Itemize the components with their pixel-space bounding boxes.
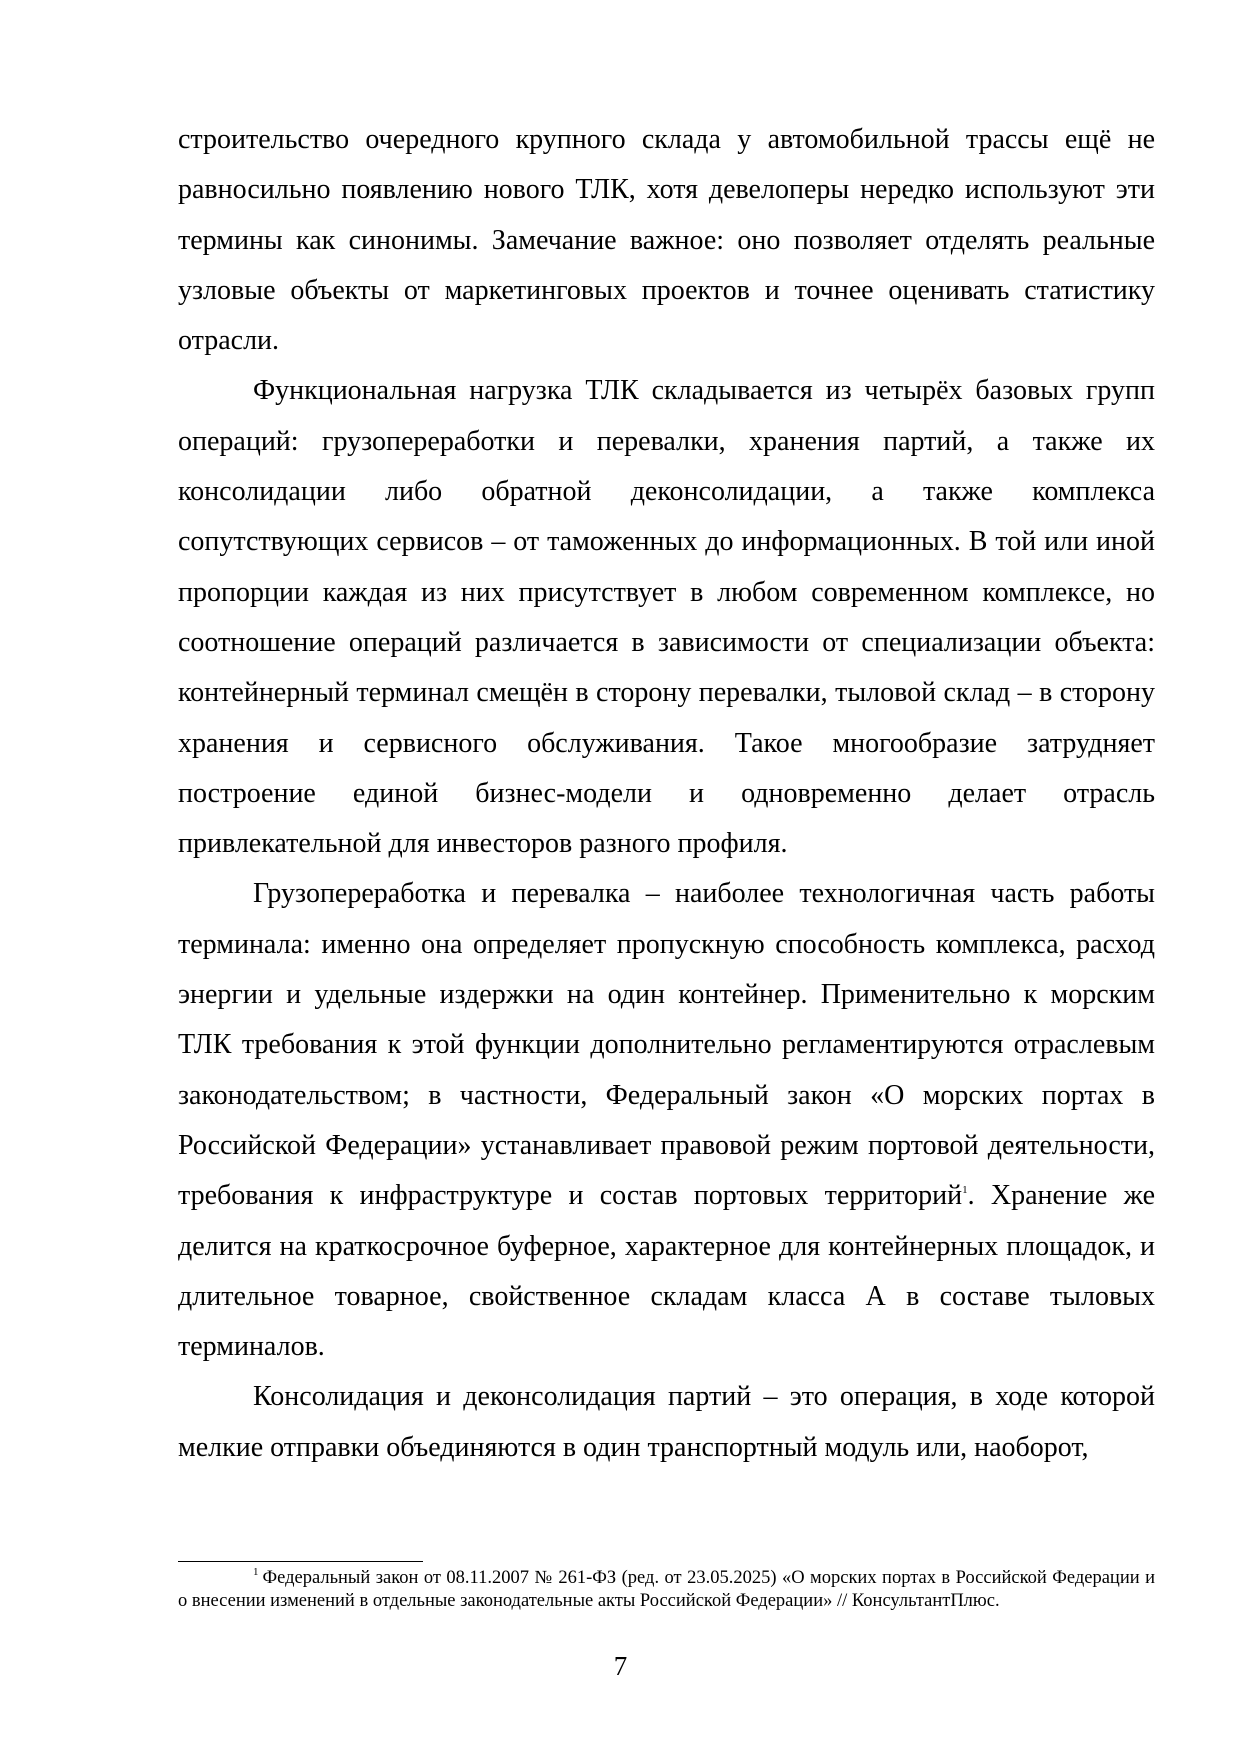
footnote-text: Федеральный закон от 08.11.2007 № 261-ФЗ (ред. от 23.05.2025) «О морских портах в Российской Федерации и о внесении изменений в отдельные законодательные акты Российской Федерации» // КонсультантПлюс. bbox=[178, 1568, 1155, 1611]
page-number: 7 bbox=[613, 1651, 628, 1681]
paragraph-text-after-reference: . Хранение же делится на краткосрочное буферное, характерное для контейнерных площадок, и длительное товарное, свойственное складам класса А в составе тыловых терминалов. bbox=[178, 1180, 1155, 1363]
paragraph: Консолидация и деконсолидация партий – это операция, в ходе которой мелкие отправки объединяются в один транспортный модуль или, наоборот, bbox=[178, 1381, 1155, 1463]
paragraph: строительство очередного крупного склада у автомобильной трассы ещё не равносильно появлению нового ТЛК, хотя девелоперы нередко используют эти термины как синонимы. Замечание важное: оно позволяет отделять реальные узловые объекты от маркетинговых проектов и точнее оценивать статистику отрасли. bbox=[178, 124, 1155, 357]
footnote-mark: 1 bbox=[253, 1566, 259, 1578]
paragraph-text-before-reference: Грузопереработка и перевалка – наиболее технологичная часть работы терминала: именно она определяет пропускную способность комплекса, расход энергии и удельные издержки на один контейнер. Применительно к морским ТЛК требования к этой функции дополнительно регламентируются отраслевым законодательством; в частности, Федеральный закон «О морских портах в Российской Федерации» устанавливает правовой режим портовой деятельности, требования к инфраструктуре и состав портовых территорий bbox=[178, 878, 1155, 1212]
paragraph: Функциональная нагрузка ТЛК складывается из четырёх базовых групп операций: грузопереработки и перевалки, хранения партий, а также их консолидации либо обратной деконсолидации, а также комплекса сопутствующих сервисов – от таможенных до информационных. В той или иной пропорции каждая из них присутствует в любом современном комплексе, но соотношение операций различается в зависимости от специализации объекта: контейнерный терминал смещён в сторону перевалки, тыловой склад – в сторону хранения и сервисного обслуживания. Такое многообразие затрудняет построение единой бизнес-модели и одновременно делает отрасль привлекательной для инвесторов разного профиля. bbox=[178, 375, 1155, 860]
footnote-reference[interactable]: 1 bbox=[962, 1184, 968, 1197]
footnote bbox=[178, 1567, 1155, 1612]
footnote-separator bbox=[178, 1561, 423, 1562]
paragraph-with-footnote bbox=[178, 869, 1155, 1372]
body-text bbox=[178, 115, 1155, 1473]
